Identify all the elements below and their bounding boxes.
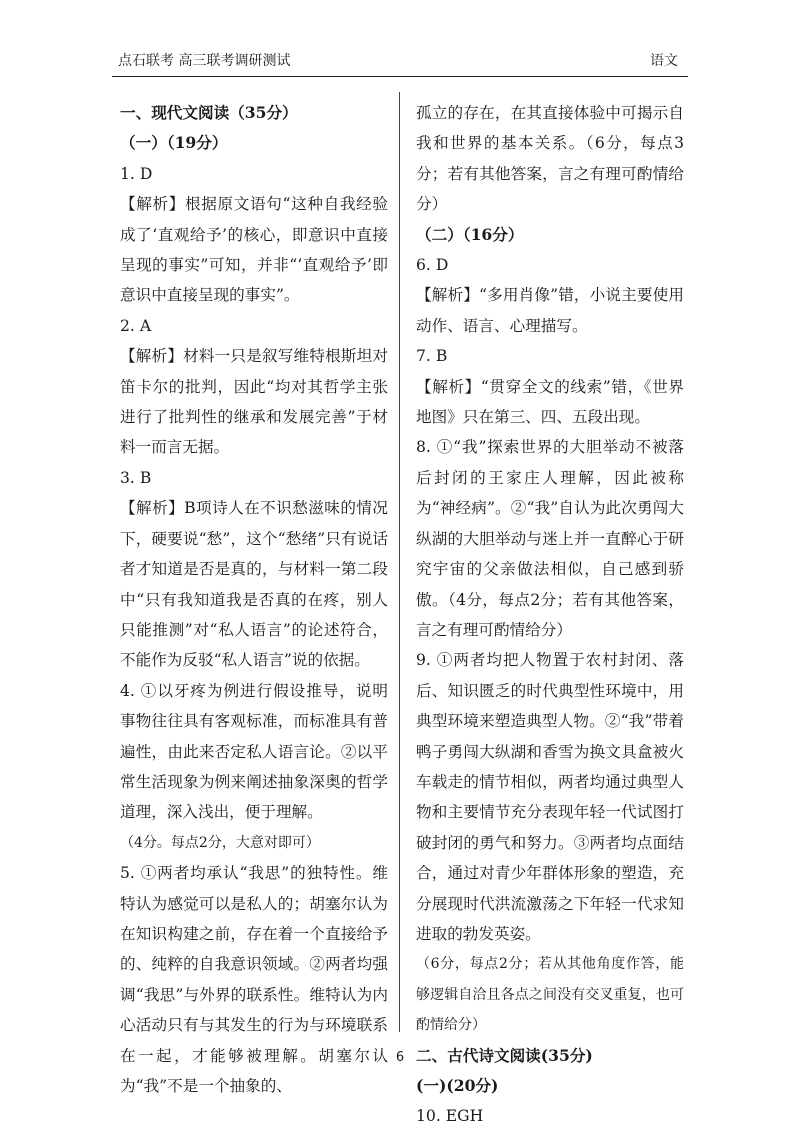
answer-paragraph: 5. ①两者均承认“我思”的独特性。维特认为感觉可以是私人的；胡塞尔认为在知识构建之前，存在着一个直接给予的、纯粹的自我意识领域。②两者均强调“我思”与外界的联系性。维特认为内心活动只有与其发生的行为与环境联系在一起，才能够被理解。胡塞尔认为“我”不是一个抽象的、 xyxy=(120,864,388,1095)
answer-paragraph: 孤立的存在，在其直接体验中可揭示自我和世界的基本关系。（6分，每点3分；若有其他答案，言之有理可酌情给分） xyxy=(416,104,684,214)
header-title: 点石联考 高三联考调研测试 xyxy=(118,53,291,69)
answer-paragraph: 2. A xyxy=(120,316,152,335)
section-heading: (一)(20分) xyxy=(416,1076,499,1095)
answer-paragraph: 10. EGH xyxy=(416,1107,484,1126)
header-subject: 语文 xyxy=(650,53,678,69)
answer-paragraph: 【解析】“多用肖像”错，小说主要使用动作、语言、心理描写。 xyxy=(416,286,684,335)
section-heading: （二）（16分） xyxy=(416,224,524,244)
answer-paragraph: 9. ①两者均把人物置于农村封闭、落后、知识匮乏的时代典型性环境中，用典型环境来塑造典型人物。②“我”带着鸭子勇闯大纵湖和香雪为换文具盒被火车载走的情节相似，两者均通过典型人物和主要情节充分表现年轻一代试图打破封闭的勇气和努力。③两者均点面结合，通过对青少年群体形象的塑造，充分展现时代洪流激荡之下年轻一代求知进取的勃发英姿。 xyxy=(416,651,684,943)
answer-paragraph xyxy=(416,220,684,250)
left-column xyxy=(120,98,388,1101)
answer-paragraph: 【解析】“贯穿全文的线索”错，《世界地图》只在第三、四、五段出现。 xyxy=(416,377,684,427)
section-heading: 一、现代文阅读（35分） xyxy=(120,103,298,122)
answer-paragraph: 【解析】根据原文语句“这种自我经验成了‘直观给予’的核心，即意识中直接呈现的事实”可知，并非“‘直观给予’即意识中直接呈现的事实”。 xyxy=(120,195,388,305)
answer-paragraph xyxy=(120,128,388,158)
answer-paragraph: 1. D xyxy=(120,164,153,183)
answer-paragraph: 【解析】材料一只是叙写维特根斯坦对笛卡尔的批判，因此“均对其哲学主张进行了批判性的继承和发展完善”于材料一而言无据。 xyxy=(120,347,388,457)
answer-paragraph: （6分，每点2分；若从其他角度作答，能够逻辑自洽且各点之间没有交叉重复，也可酌情给分） xyxy=(416,956,684,1034)
answer-paragraph xyxy=(416,1071,684,1101)
answer-paragraph: 【解析】B项诗人在不识愁滋味的情况下，硬要说“愁”，这个“愁绪”只有说话者才知道是否是真的，与材料一第二段中“只有我知道我是否真的在疼，别人只能推测”对“私人语言”的论述符合，不能作为反驳“私人语言”说的依据。 xyxy=(120,499,388,670)
section-heading: （一）（19分） xyxy=(120,133,228,153)
answer-paragraph xyxy=(120,98,388,128)
column-divider xyxy=(399,92,400,1032)
answer-paragraph: 7. B xyxy=(416,347,448,366)
right-column xyxy=(416,98,684,1132)
answer-paragraph: 6. D xyxy=(416,256,449,275)
header-rule xyxy=(112,76,688,77)
section-heading: 二、古代诗文阅读(35分) xyxy=(416,1045,593,1065)
page-number: 6 xyxy=(395,1050,405,1065)
answer-paragraph: 3. B xyxy=(120,468,152,487)
answer-paragraph: 4. ①以牙疼为例进行假设推导，说明事物往往具有客观标准，而标准具有普遍性，由此来否定私人语言论。②以平常生活现象为例来阐述抽象深奥的哲学道理，深入浅出，便于理解。 xyxy=(120,681,388,822)
answer-paragraph: （4分。每点2分，大意对即可） xyxy=(120,834,320,851)
answer-paragraph: 8. ①“我”探索世界的大胆举动不被落后封闭的王家庄人理解，因此被称为“神经病”。②“我”自认为此次勇闯大纵湖的大胆举动与迷上并一直醉心于研究宇宙的父亲做法相似，自己感到骄傲。（4分，每点2分；若有其他答案，言之有理可酌情给分） xyxy=(416,438,684,639)
